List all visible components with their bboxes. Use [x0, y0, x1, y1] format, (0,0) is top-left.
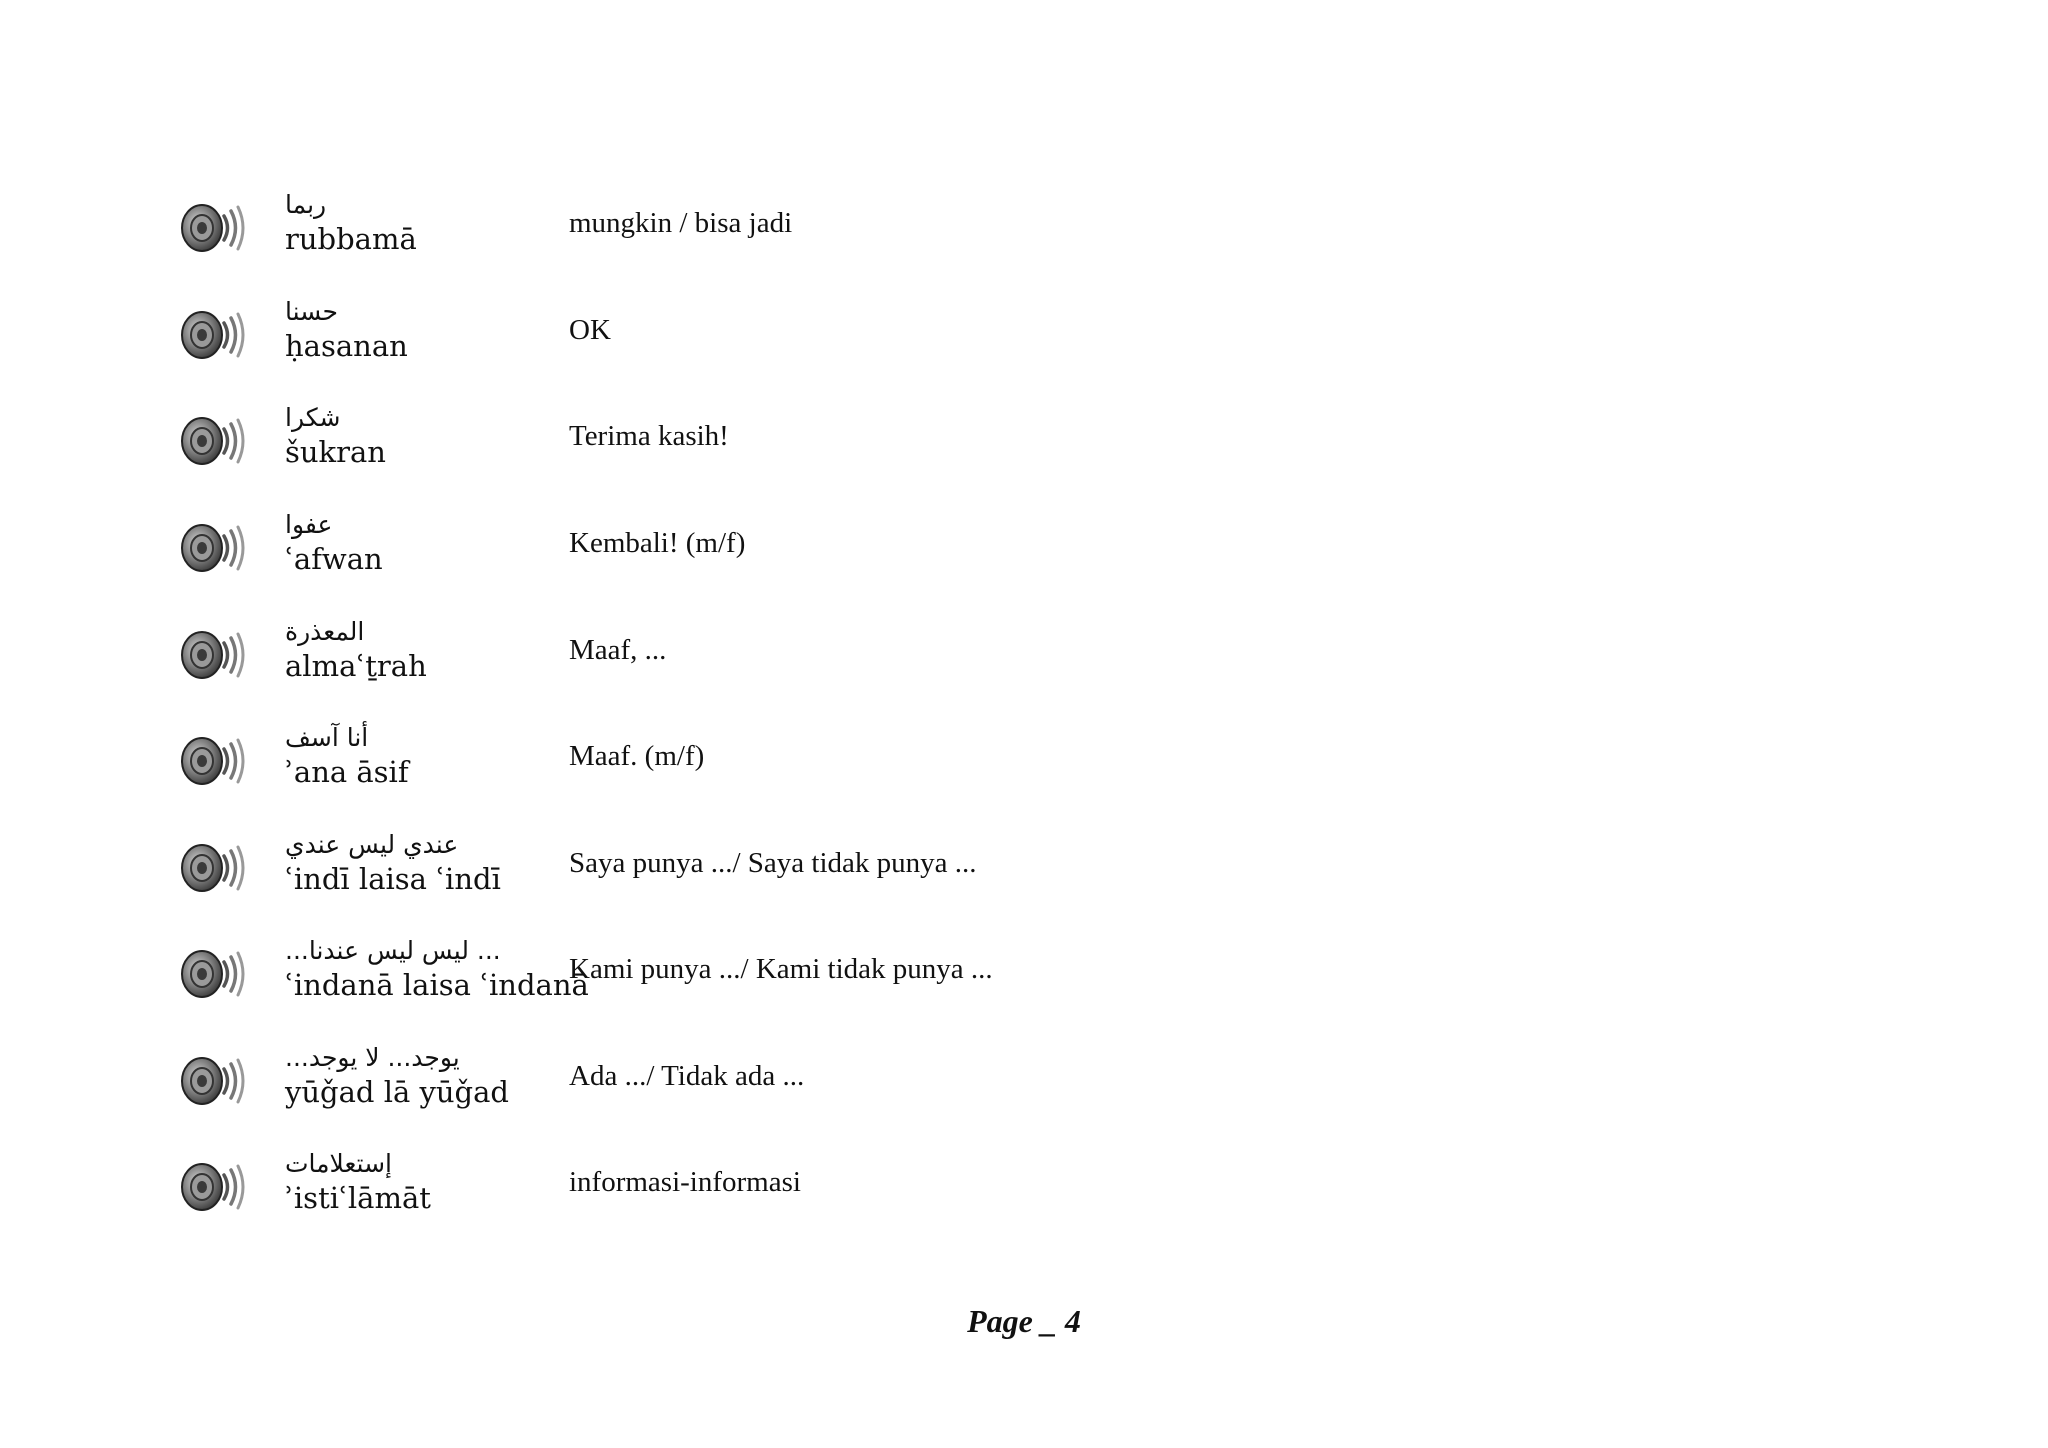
- arabic-text: عندي ليس عندي: [285, 830, 459, 859]
- transliteration-text: ḥasanan: [285, 329, 408, 363]
- phrase-row: [0, 713, 2048, 820]
- speaker-icon[interactable]: [178, 842, 246, 894]
- transliteration-text: yūǧad lā yūǧad: [285, 1075, 509, 1109]
- phrase-row: [0, 393, 2048, 500]
- meaning-text: mungkin / bisa jadi: [569, 207, 793, 239]
- page-number: Page _ 4: [967, 1303, 1081, 1339]
- transliteration-text: ʿindī laisa ʿindī: [285, 862, 501, 896]
- phrase-row: [0, 607, 2048, 714]
- meaning-text: Maaf. (m/f): [569, 740, 705, 772]
- transliteration-text: ʿafwan: [285, 542, 383, 576]
- arabic-text: ربما: [285, 190, 327, 219]
- speaker-icon[interactable]: [178, 629, 246, 681]
- speaker-icon[interactable]: [178, 415, 246, 467]
- arabic-text: عفوا: [285, 510, 333, 539]
- meaning-text: Ada .../ Tidak ada ...: [569, 1060, 805, 1092]
- speaker-icon[interactable]: [178, 522, 246, 574]
- phrase-row: [0, 820, 2048, 927]
- meaning-text: Kembali! (m/f): [569, 527, 746, 559]
- meaning-text: Terima kasih!: [569, 420, 729, 452]
- phrase-row: [0, 287, 2048, 394]
- phrase-row: [0, 180, 2048, 287]
- arabic-text: إستعلامات: [285, 1149, 392, 1178]
- arabic-text: حسنا: [285, 297, 338, 326]
- meaning-text: Kami punya .../ Kami tidak punya ...: [569, 953, 993, 985]
- arabic-text: أنا آسف: [285, 723, 369, 752]
- phrase-row: [0, 500, 2048, 607]
- phrase-row: [0, 1139, 2048, 1246]
- arabic-text: شكرا: [285, 403, 341, 432]
- arabic-text: المعذرة: [285, 617, 365, 646]
- speaker-icon[interactable]: [178, 1055, 246, 1107]
- transliteration-text: ʾana āsif: [285, 755, 409, 789]
- meaning-text: Saya punya .../ Saya tidak punya ...: [569, 847, 977, 879]
- speaker-icon[interactable]: [178, 948, 246, 1000]
- speaker-icon[interactable]: [178, 1161, 246, 1213]
- transliteration-text: ʿindanā laisa ʿindanā: [285, 968, 589, 1002]
- phrase-row: [0, 1033, 2048, 1140]
- transliteration-text: šukran: [285, 435, 386, 469]
- meaning-text: OK: [569, 314, 611, 346]
- transliteration-text: ʾistiʿlāmāt: [285, 1181, 431, 1215]
- speaker-icon[interactable]: [178, 735, 246, 787]
- meaning-text: Maaf, ...: [569, 634, 667, 666]
- transliteration-text: rubbamā: [285, 222, 417, 256]
- meaning-text: informasi-informasi: [569, 1166, 801, 1198]
- arabic-text: يوجد... لا يوجد...: [285, 1043, 460, 1072]
- arabic-text: ... ليس ليس عندنا...: [285, 936, 501, 965]
- phrase-row: [0, 926, 2048, 1033]
- transliteration-text: almaʿṯrah: [285, 649, 427, 683]
- speaker-icon[interactable]: [178, 202, 246, 254]
- speaker-icon[interactable]: [178, 309, 246, 361]
